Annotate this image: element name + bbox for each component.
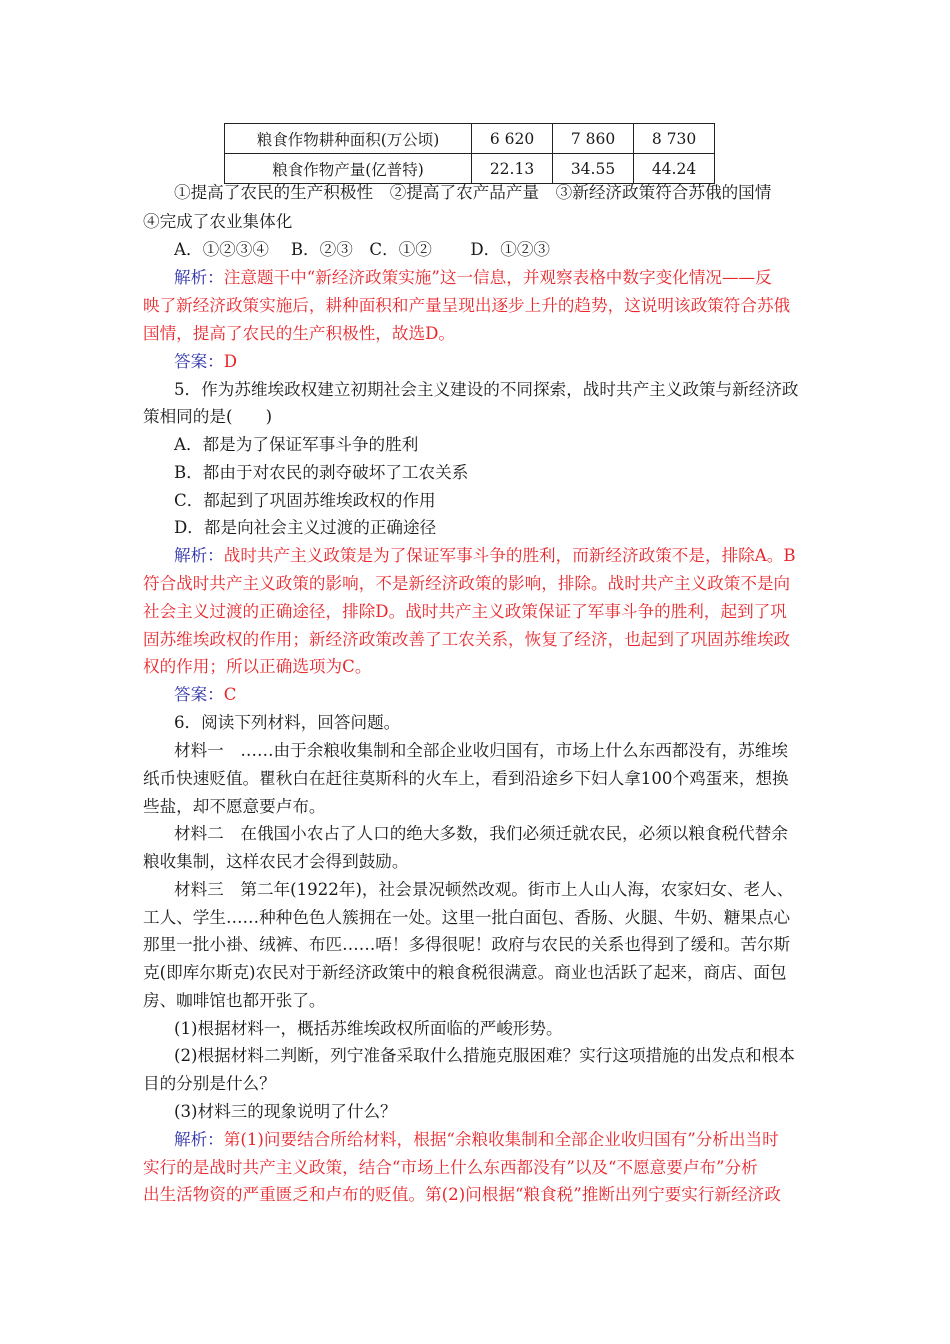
q6-analysis-line-2: 实行的是战时共产主义政策，结合“市场上什么东西都没有”以及“不愿意要卢布”分析 [143,1158,758,1177]
q6-subquestion-1: (1)根据材料一，概括苏维埃政权所面临的严峻形势。 [174,1019,563,1038]
analysis-label: 解析： [174,1130,224,1149]
q5-stem-line-2: 策相同的是( ) [143,407,273,426]
q4-options-line-2: ④完成了农业集体化 [143,212,293,231]
q4-choices: A．①②③④ B．②③ C．①② D．①②③ [174,240,551,259]
q6-analysis-line-3: 出生活物资的严重匮乏和卢布的贬值。第(2)问根据“粮食税”推断出列宁要实行新经济政 [143,1185,781,1204]
q6-subquestion-3: (3)材料三的现象说明了什么？ [174,1102,397,1121]
q6-material1-line-3: 些盐，却不愿意要卢布。 [143,797,326,816]
q5-option-d: D．都是向社会主义过渡的正确途径 [174,518,437,537]
q6-subquestion-2-line-1: (2)根据材料二判断，列宁准备采取什么措施克服困难？实行这项措施的出发点和根本 [174,1046,795,1065]
table-cell: 6 620 [472,124,553,154]
q5-answer [174,685,950,705]
analysis-text: 注意题干中“新经济政策实施”这一信息，并观察表格中数字变化情况——反 [223,268,772,287]
table-cell: 7 860 [553,124,634,154]
analysis-label: 解析： [174,546,224,565]
q6-material3-line-1: 材料三 第二年(1922年)，社会景况顿然改观。街市上人山人海，农家妇女、老人、 [174,880,794,899]
q6-material2-line-2: 粮收集制，这样农民才会得到鼓励。 [143,852,409,871]
q5-option-b: B．都由于对农民的剥夺破坏了工农关系 [174,463,469,482]
q6-material3-line-3: 那里一批小褂、绒裤、布匹……唔！多得很呢！政府与农民的关系也得到了缓和。苦尔斯 [143,935,791,954]
q6-material3-line-5: 房、咖啡馆也都开张了。 [143,991,326,1010]
grain-data-table [224,123,715,184]
analysis-label: 解析： [174,268,224,287]
q5-option-a: A．都是为了保证军事斗争的胜利 [174,435,419,454]
row-label: 粮食作物耕种面积(万公顷) [225,124,472,154]
q4-options-line-1: ①提高了农民的生产积极性 ②提高了农产品产量 ③新经济政策符合苏俄的国情 [174,183,772,202]
answer-value: D [223,352,238,371]
q6-subquestion-2-line-2: 目的分别是什么？ [143,1074,276,1093]
q6-analysis-line-1 [174,1130,950,1150]
q4-analysis-line-1 [174,268,950,288]
answer-label: 答案： [174,352,224,371]
q5-option-c: C．都起到了巩固苏维埃政权的作用 [174,491,436,510]
q6-material3-line-2: 工人、学生……种种色色人簇拥在一处。这里一批白面包、香肠、火腿、牛奶、糖果点心 [143,908,791,927]
q5-analysis-line-4: 固苏维埃政权的作用；新经济政策改善了工农关系，恢复了经济，也起到了巩固苏维埃政 [143,630,791,649]
q4-analysis-line-2: 映了新经济政策实施后，耕种面积和产量呈现出逐步上升的趋势，这说明该政策符合苏俄 [143,296,791,315]
q5-analysis-line-5: 权的作用；所以正确选项为C。 [143,657,372,676]
q6-material3-line-4: 克(即库尔斯克)农民对于新经济政策中的粮食税很满意。商业也活跃了起来，商店、面包 [143,963,787,982]
analysis-text: 战时共产主义政策是为了保证军事斗争的胜利，而新经济政策不是，排除A。B [223,546,796,565]
table-cell: 22.13 [472,154,553,184]
answer-value: C [223,685,237,704]
table-cell: 8 730 [634,124,715,154]
q5-stem-line-1: 5．作为苏维埃政权建立初期社会主义建设的不同探索，战时共产主义政策与新经济政 [174,380,799,399]
q5-analysis-line-3: 社会主义过渡的正确途径，排除D。战时共产主义政策保证了军事斗争的胜利，起到了巩 [143,602,787,621]
q4-answer [174,352,950,372]
q5-analysis-line-1 [174,546,950,566]
row-label: 粮食作物产量(亿普特) [225,154,472,184]
analysis-text: 第(1)问要结合所给材料，根据“余粮收集制和全部企业收归国有”分析出当时 [223,1130,779,1149]
answer-label: 答案： [174,685,224,704]
q6-stem: 6．阅读下列材料，回答问题。 [174,713,401,732]
q4-analysis-line-3: 国情，提高了农民的生产积极性，故选D。 [143,324,455,343]
table-row [225,124,715,154]
q6-material1-line-1: 材料一 ……由于余粮收集制和全部企业收归国有，市场上什么东西都没有，苏维埃 [174,741,788,760]
table-cell: 34.55 [553,154,634,184]
q6-material1-line-2: 纸币快速贬值。瞿秋白在赶往莫斯科的火车上，看到沿途乡下妇人拿100个鸡蛋来，想换 [143,769,789,788]
table-cell: 44.24 [634,154,715,184]
q6-material2-line-1: 材料二 在俄国小农占了人口的绝大多数，我们必须迁就农民，必须以粮食税代替余 [174,824,788,843]
q5-analysis-line-2: 符合战时共产主义政策的影响，不是新经济政策的影响，排除。战时共产主义政策不是向 [143,574,791,593]
table-row [225,154,715,184]
